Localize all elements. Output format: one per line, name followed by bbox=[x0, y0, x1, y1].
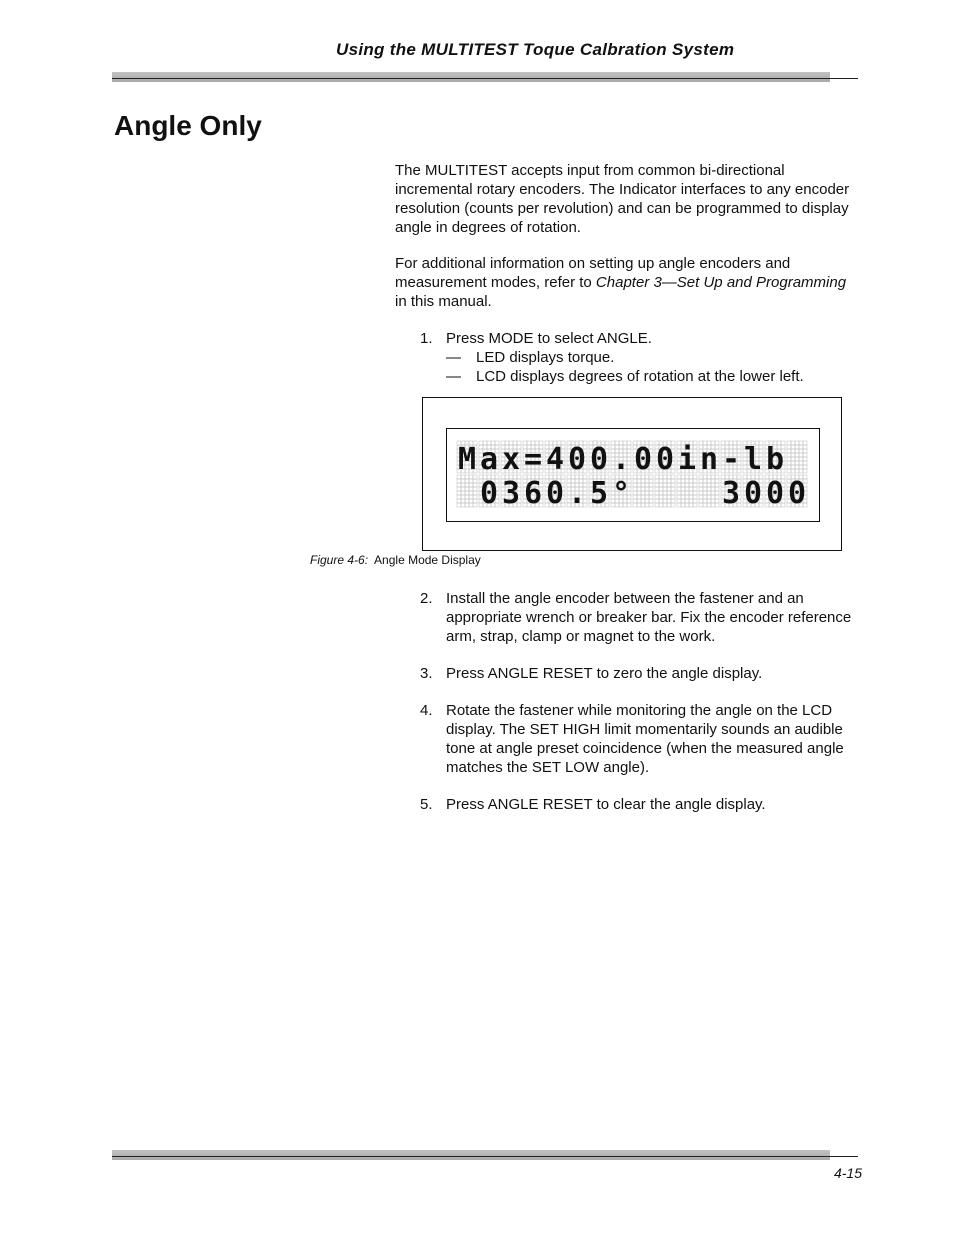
intro-text-1: The MULTITEST accepts input from common bi-directional incremental rotary encoders. The Indicator interfaces to any encoder resolution (counts per revolution) and can be programmed to display angle in degrees of rotation. bbox=[395, 162, 850, 236]
lcd-character-cell bbox=[721, 441, 741, 477]
lcd-character-cell bbox=[699, 475, 719, 507]
step-text: Press MODE to select ANGLE. bbox=[446, 330, 652, 347]
lcd-character: - bbox=[721, 442, 741, 477]
figure-caption-label: Figure 4-6: bbox=[310, 553, 369, 567]
lcd-character-cell bbox=[633, 475, 653, 507]
lcd-character: i bbox=[677, 442, 697, 477]
lcd-dot-matrix bbox=[456, 440, 812, 510]
running-header: Using the MULTITEST Toque Calbration System bbox=[336, 40, 735, 59]
figure-angle-mode-display bbox=[422, 397, 842, 551]
lcd-character-cell bbox=[457, 475, 477, 507]
step-text: Press ANGLE RESET to zero the angle display. bbox=[446, 665, 763, 682]
lcd-character-cell bbox=[545, 441, 565, 477]
lcd-character: 0 bbox=[545, 476, 565, 510]
lcd-character-cell bbox=[611, 441, 631, 477]
lcd-character: ° bbox=[611, 476, 631, 510]
lcd-character: l bbox=[743, 442, 763, 477]
lcd-character-cell bbox=[545, 475, 565, 510]
chapter-reference: Chapter 3—Set Up and Programming bbox=[595, 274, 847, 291]
lcd-character-cell bbox=[787, 475, 807, 510]
sub-item-text: LCD displays degrees of rotation at the lower left. bbox=[476, 368, 804, 385]
lcd-character: b bbox=[765, 442, 785, 477]
step-2 bbox=[420, 589, 860, 646]
lcd-character: . bbox=[567, 476, 587, 510]
lcd-character: n bbox=[699, 442, 719, 477]
list-item bbox=[420, 664, 860, 683]
header-rule-line bbox=[112, 78, 858, 79]
section-title: Angle Only bbox=[114, 110, 262, 141]
lcd-character-cell bbox=[589, 441, 609, 477]
intro-text-2-after: in this manual. bbox=[395, 293, 492, 310]
lcd-character-cell bbox=[567, 475, 587, 510]
lcd-character-cell bbox=[699, 441, 719, 477]
lcd-character-cell bbox=[479, 441, 499, 477]
lcd-character-cell bbox=[765, 441, 785, 477]
step-text: Install the angle encoder between the fastener and an appropriate wrench or breaker bar. Fix the encoder reference arm, strap, clamp or magnet to the work. bbox=[446, 590, 852, 645]
intro-text-2-before: For additional information on setting up angle encoders and measurement modes, refer to bbox=[395, 255, 791, 291]
lcd-character: 0 bbox=[567, 442, 587, 477]
lcd-character: M bbox=[457, 442, 477, 477]
lcd-character-cell bbox=[501, 475, 521, 510]
list-item bbox=[420, 701, 860, 777]
step-number: 4. bbox=[420, 702, 433, 719]
step-number: 5. bbox=[420, 796, 433, 813]
lcd-character: 0 bbox=[479, 476, 499, 510]
lcd-character: 0 bbox=[655, 442, 675, 477]
intro-text-2 bbox=[395, 254, 855, 311]
step-text: Press ANGLE RESET to clear the angle display. bbox=[446, 796, 766, 813]
lcd-character: 0 bbox=[589, 442, 609, 477]
lcd-character: 0 bbox=[787, 476, 807, 510]
lcd-display bbox=[446, 428, 820, 522]
step-number: 1. bbox=[420, 330, 433, 347]
step-text: Rotate the fastener while monitoring the angle on the LCD display. The SET HIGH limit momentarily sounds an audible tone at angle preset coincidence (when the measured angle matches the SET LOW angle). bbox=[446, 702, 844, 776]
lcd-character-cell bbox=[523, 441, 543, 477]
lcd-character-cell bbox=[655, 441, 675, 477]
figure-caption-text: Angle Mode Display bbox=[374, 553, 481, 567]
step-1 bbox=[420, 329, 860, 386]
lcd-character-cell bbox=[787, 441, 807, 473]
lcd-character-cell bbox=[567, 441, 587, 477]
lcd-character-cell bbox=[677, 441, 697, 477]
lcd-character-cell bbox=[743, 475, 763, 510]
dash-marker: — bbox=[446, 349, 461, 366]
footer-rule-bar bbox=[112, 1150, 830, 1160]
list-item bbox=[420, 329, 860, 348]
lcd-character: 5 bbox=[589, 476, 609, 510]
step-number: 3. bbox=[420, 665, 433, 682]
lcd-character: 4 bbox=[545, 442, 565, 477]
lcd-character: 6 bbox=[523, 476, 543, 510]
lcd-character: 3 bbox=[721, 476, 741, 510]
intro-paragraph-2 bbox=[395, 254, 855, 311]
footer-rule-line bbox=[112, 1156, 858, 1157]
lcd-character-cell bbox=[479, 475, 499, 510]
list-item bbox=[420, 795, 860, 814]
step-number: 2. bbox=[420, 590, 433, 607]
lcd-character-cell bbox=[457, 441, 477, 477]
lcd-character: = bbox=[523, 442, 543, 477]
step-4 bbox=[420, 701, 860, 777]
lcd-character: 0 bbox=[765, 476, 785, 510]
step-3 bbox=[420, 664, 860, 683]
lcd-character-cell bbox=[765, 475, 785, 510]
lcd-character-cell bbox=[633, 441, 653, 477]
lcd-character: 3 bbox=[501, 476, 521, 510]
sub-item bbox=[446, 348, 860, 367]
lcd-character-cell bbox=[611, 475, 631, 510]
header-rule-bar bbox=[112, 72, 830, 82]
lcd-character-cell bbox=[523, 475, 543, 510]
lcd-character-cell bbox=[743, 441, 763, 477]
lcd-character-cell bbox=[721, 475, 741, 510]
sub-item bbox=[446, 367, 860, 386]
sub-list bbox=[420, 348, 860, 386]
lcd-character: a bbox=[479, 442, 499, 477]
lcd-character: 0 bbox=[743, 476, 763, 510]
dash-marker: — bbox=[446, 368, 461, 385]
sub-item-text: LED displays torque. bbox=[476, 349, 615, 366]
page-number: 4-15 bbox=[833, 1165, 862, 1181]
lcd-character-cell bbox=[655, 475, 675, 507]
lcd-character-cell bbox=[677, 475, 697, 507]
lcd-character: . bbox=[611, 442, 631, 477]
lcd-character: x bbox=[501, 442, 521, 477]
figure-caption bbox=[0, 553, 954, 567]
lcd-character-cell bbox=[501, 441, 521, 477]
list-item bbox=[420, 589, 860, 646]
intro-paragraph-1 bbox=[395, 161, 855, 237]
lcd-character: 0 bbox=[633, 442, 653, 477]
lcd-character-cell bbox=[589, 475, 609, 510]
step-5 bbox=[420, 795, 860, 814]
